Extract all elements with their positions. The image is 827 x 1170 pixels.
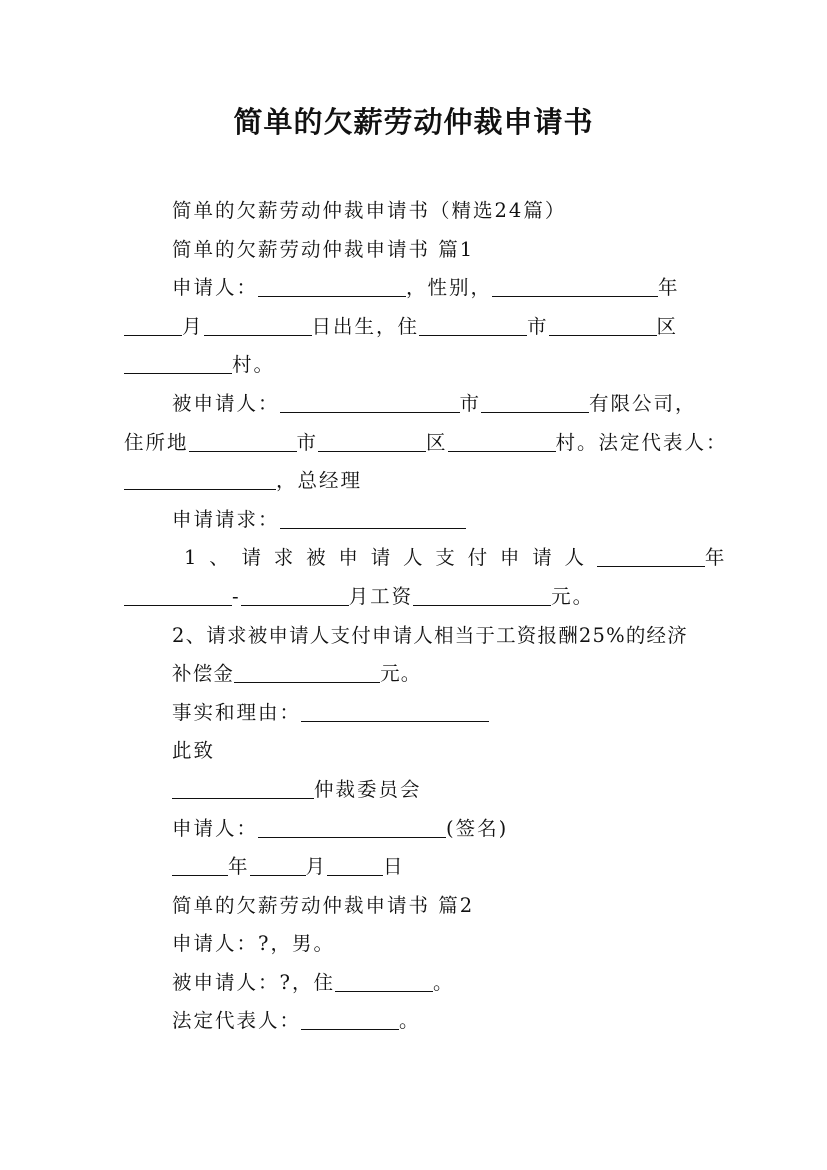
request-1-year-label: 年 <box>704 546 738 570</box>
gender-blank <box>492 277 658 298</box>
committee-blank <box>172 778 314 799</box>
respondent-city-label: 市 <box>459 391 482 415</box>
gender-label: ，性别， <box>406 276 493 300</box>
date-month-blank <box>250 856 306 877</box>
applicant-paragraph-cont <box>124 308 704 347</box>
part2-legal-rep-end: 。 <box>399 1009 421 1033</box>
legal-rep-line <box>124 462 704 501</box>
district-label: 区 <box>656 314 679 338</box>
signature-note: (签名) <box>446 816 509 840</box>
request-1-to-blank <box>241 585 349 606</box>
address-village-blank <box>448 431 556 452</box>
part2-respondent-end: 。 <box>432 970 455 994</box>
applicant-paragraph-end <box>124 346 704 385</box>
part2-applicant: 申请人：?，男。 <box>172 932 335 956</box>
district-blank <box>549 315 657 336</box>
date-day-blank <box>327 856 383 877</box>
date-line <box>124 848 704 887</box>
born-label: 日出生，住 <box>311 314 420 338</box>
gm-label: ，总经理 <box>276 469 363 493</box>
request-item-1-cont <box>124 578 704 617</box>
company-label: 有限公司， <box>589 391 697 415</box>
request-1-dash: - <box>232 584 241 608</box>
year-blank <box>124 315 182 336</box>
request-2-yuan: 元。 <box>380 662 422 686</box>
village-label: 村。 <box>232 353 276 377</box>
signature-blank <box>258 817 446 838</box>
address-city-label: 市 <box>296 430 319 454</box>
request-heading <box>124 501 704 540</box>
signature-label: 申请人： <box>172 816 259 840</box>
section-heading-2: 简单的欠薪劳动仲裁申请书 篇2 <box>172 893 475 917</box>
legal-rep-label: 村。法定代表人： <box>555 430 728 454</box>
request-item-2 <box>124 617 704 694</box>
committee-label: 仲裁委员会 <box>314 777 422 801</box>
respondent-blank <box>280 392 460 413</box>
city-label: 市 <box>527 314 549 338</box>
request-1-amount-blank <box>413 585 551 606</box>
part2-respondent <box>124 964 704 1003</box>
address-district-label: 区 <box>426 430 448 454</box>
month-blank <box>204 315 312 336</box>
part2-address-blank <box>335 971 433 992</box>
facts-label: 事实和理由： <box>172 700 302 724</box>
request-1-yuan: 元。 <box>551 584 595 608</box>
signature-line <box>124 810 704 849</box>
company-blank <box>481 392 589 413</box>
part2-legal-rep-label: 法定代表人： <box>172 1009 302 1033</box>
date-month-label: 月 <box>305 855 328 879</box>
legal-rep-blank <box>124 470 276 491</box>
respondent-address-line <box>124 424 728 463</box>
part2-respondent-label: 被申请人：?，住 <box>172 970 335 994</box>
part2-legal-rep <box>124 1002 704 1041</box>
subtitle-line: 简单的欠薪劳动仲裁申请书（精选24篇） <box>172 199 567 222</box>
part2-legal-rep-blank <box>301 1010 399 1031</box>
request-1-wage-label: 月工资 <box>348 584 414 608</box>
village-blank <box>124 354 232 375</box>
city-blank <box>419 315 527 336</box>
request-2-text: 2、请求被申请人支付申请人相当于工资报酬25%的经济补偿金 <box>172 623 688 686</box>
document-title: 简单的欠薪劳动仲裁申请书 <box>233 105 594 139</box>
request-1-year-blank <box>597 547 705 568</box>
address-label: 住所地 <box>124 430 189 454</box>
date-day-label: 日 <box>383 855 405 879</box>
committee-line <box>124 771 704 810</box>
request-1-text: 1、请求被申请人支付申请人 <box>184 546 597 570</box>
address-city-blank <box>189 431 297 452</box>
date-year-label: 年 <box>228 855 250 879</box>
address-district-blank <box>318 431 426 452</box>
cizhi-line: 此致 <box>172 739 216 763</box>
request-blank <box>280 508 466 529</box>
respondent-label: 被申请人： <box>172 391 280 415</box>
respondent-paragraph <box>124 385 704 424</box>
request-label: 申请请求： <box>172 507 280 531</box>
request-item-1 <box>124 539 738 578</box>
applicant-label: 申请人： <box>172 276 259 300</box>
document-body <box>124 192 738 1041</box>
request-1-from-blank <box>124 585 232 606</box>
year-label: 年 <box>658 276 680 300</box>
date-year-blank <box>172 856 228 877</box>
request-2-amount-blank <box>234 663 380 684</box>
facts-heading <box>124 694 704 733</box>
applicant-paragraph <box>124 269 704 308</box>
month-label: 月 <box>182 314 204 338</box>
section-heading-1: 简单的欠薪劳动仲裁申请书 篇1 <box>172 237 475 261</box>
facts-blank <box>301 701 489 722</box>
name-blank <box>258 277 406 298</box>
